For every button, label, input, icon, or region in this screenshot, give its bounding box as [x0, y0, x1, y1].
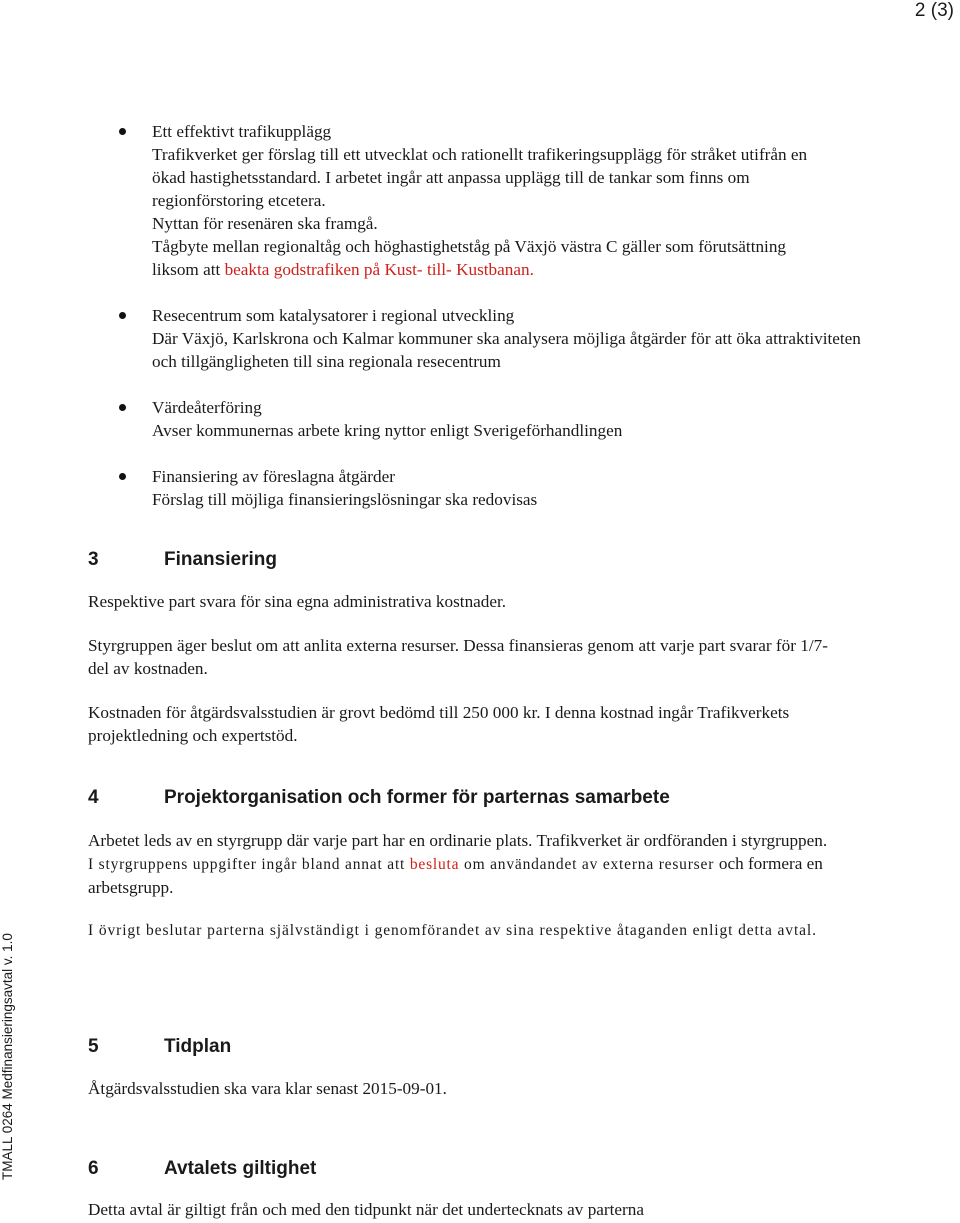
highlighted-text: beakta godstrafiken på Kust- till- Kustbanan.	[224, 260, 534, 279]
list-item	[112, 120, 932, 281]
section-number: 4	[88, 787, 99, 808]
section-title: Tidplan	[164, 1036, 232, 1057]
section-heading	[88, 1034, 888, 1060]
page-number: 2 (3)	[914, 0, 954, 21]
highlighted-text: besluta	[409, 856, 460, 873]
bullet-icon	[119, 473, 126, 480]
section-timeline	[88, 1034, 888, 1100]
list-item-text: Tågbyte mellan regionaltåg och höghastighetståg på Växjö västra C gäller som förutsättning liksom att beakta godstrafiken på Kust- till- Kustbanan.	[152, 237, 787, 279]
list-item-text: Nyttan för resenären ska framgå.	[152, 214, 378, 233]
list-item	[112, 396, 932, 442]
paragraph: I övrigt beslutar parterna självständigt i genomförandet av sina respektive åtaganden enligt detta avtal.	[88, 922, 817, 939]
list-item-text: Där Växjö, Karlskrona och Kalmar kommuner ska analysera möjliga åtgärder för att öka attraktiviteten och tillgängligheten till sina regionala resecentrum	[152, 329, 861, 371]
list-item	[112, 304, 932, 373]
list-item-title: Ett effektivt trafikupplägg	[152, 122, 332, 141]
section-heading	[88, 785, 888, 811]
section-financing	[88, 547, 888, 747]
list-item-text: Avser kommunernas arbete kring nyttor enligt Sverigeförhandlingen	[152, 421, 623, 440]
paragraph: Arbetet leds av en styrgrupp där varje part har en ordinarie plats. Trafikverket är ordföranden i styrgruppen.	[88, 831, 828, 850]
section-title: Finansiering	[164, 549, 277, 570]
section-number: 6	[88, 1158, 99, 1179]
paragraph: Styrgruppen äger beslut om att anlita externa resurser. Dessa finansieras genom att varje part svarar för 1/7-del av kostnaden.	[88, 636, 828, 678]
bullet-icon	[119, 404, 126, 411]
section-validity	[88, 1156, 888, 1221]
section-title: Projektorganisation och former för parternas samarbete	[164, 787, 670, 808]
list-item-text: Förslag till möjliga finansieringslösningar ska redovisas	[152, 490, 538, 509]
paragraph: Respektive part svara för sina egna administrativa kostnader.	[88, 592, 507, 611]
paragraph: Detta avtal är giltigt från och med den tidpunkt när det undertecknats av parterna	[88, 1200, 644, 1219]
paragraph: Åtgärdsvalsstudien ska vara klar senast 2015-09-01.	[88, 1079, 447, 1098]
document-template-label: TMALL 0264 Medfinansieringsavtal v. 1.0	[0, 933, 15, 1180]
paragraph: Kostnaden för åtgärdsvalsstudien är grovt bedömd till 250 000 kr. I denna kostnad ingår Trafikverkets projektledning och expertstöd.	[88, 703, 790, 745]
section-number: 5	[88, 1036, 99, 1057]
measures-list	[112, 120, 932, 511]
list-item	[112, 465, 932, 511]
section-title: Avtalets giltighet	[164, 1158, 317, 1179]
bullet-icon	[119, 312, 126, 319]
list-item-title: Resecentrum som katalysatorer i regional utveckling	[152, 306, 515, 325]
paragraph: I styrgruppens uppgifter ingår bland annat att besluta om användandet av externa resurser och formera en arbetsgrupp.	[88, 854, 823, 897]
bullet-icon	[119, 128, 126, 135]
section-heading	[88, 547, 888, 573]
list-item-title: Värdeåterföring	[152, 398, 262, 417]
section-heading	[88, 1156, 888, 1182]
list-item-text: Trafikverket ger förslag till ett utvecklat och rationellt trafikeringsupplägg för stråket utifrån en ökad hastighetsstandard. I arbetet ingår att anpassa upplägg till de tankar som finns om regionförstoring etcetera.	[152, 145, 808, 210]
section-number: 3	[88, 549, 99, 570]
list-item-title: Finansiering av föreslagna åtgärder	[152, 467, 395, 486]
section-organisation	[88, 785, 888, 942]
